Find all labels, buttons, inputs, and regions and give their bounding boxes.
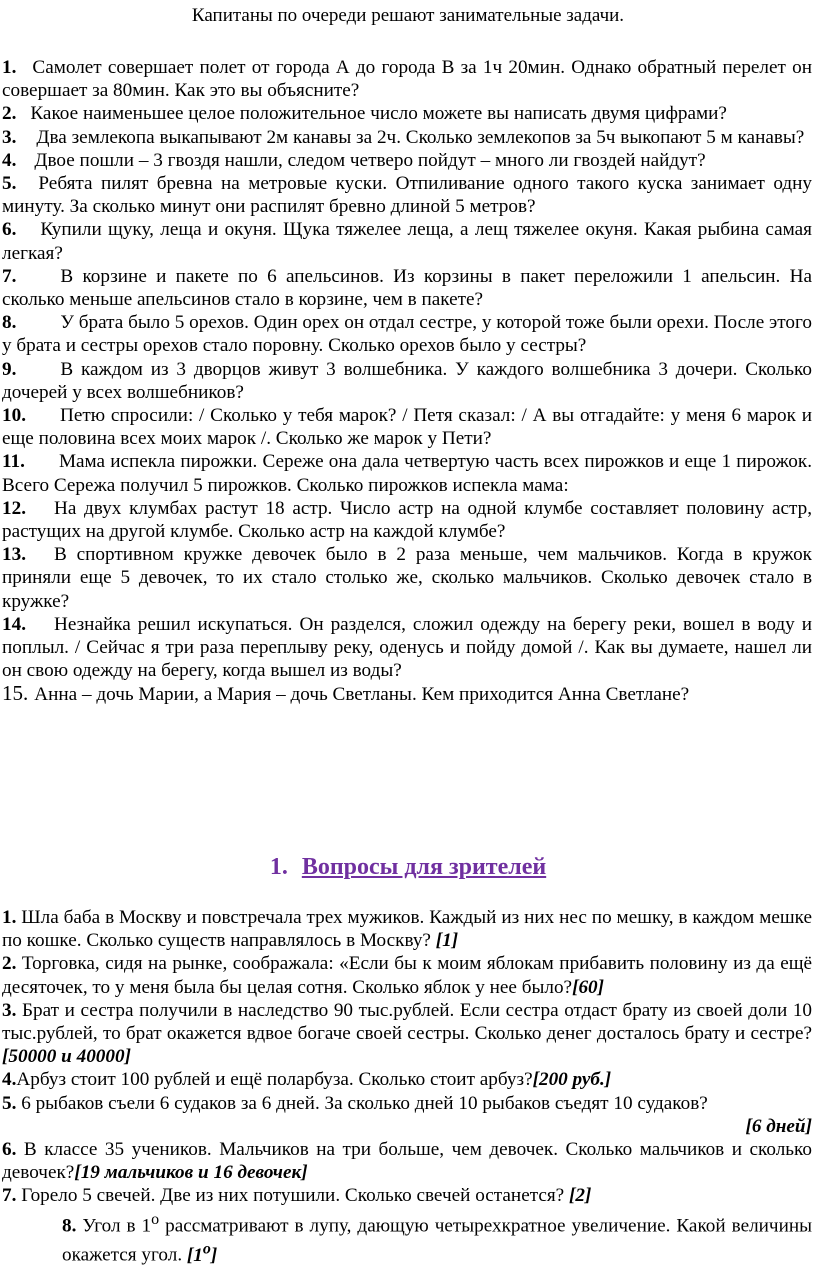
- problem-text: Какое наименьшее целое положительное число можете вы написать двумя цифрами?: [30, 103, 727, 125]
- problem-number: 6.: [2, 219, 17, 241]
- problem-number: 10.: [2, 405, 26, 427]
- problem-text: В каждом из 3 дворцов живут 3 волшебника. У каждого волшебника 3 дочери. Сколько дочерей у всех волшебников?: [2, 358, 812, 403]
- degree-mark: о: [151, 1210, 160, 1228]
- problem-text: Анна – дочь Марии, а Мария – дочь Светланы. Кем приходится Анна Светлане?: [34, 684, 690, 706]
- answer-degree: о: [202, 1240, 211, 1258]
- section-number: 1.: [269, 854, 288, 880]
- problem-number: 9.: [2, 358, 17, 380]
- problem-number: 8.: [2, 312, 17, 334]
- question-text: Шла баба в Москву и повстречала трех мужиков. Каждый из них нес по мешку, в каждом мешке по кошке. Сколько существ направлялось в Москву?: [2, 907, 812, 952]
- problem-text: Ребята пилят бревна на метровые куски. Отпиливание одного такого куска занимает одну минуту. За сколько минут они распилят бревно длиной 5 метров?: [2, 173, 812, 218]
- problem-item: [2, 56, 812, 102]
- problem-text: Двое пошли – 3 гвоздя нашли, следом четверо пойдут – много ли гвоздей найдут?: [34, 149, 706, 171]
- problem-item: [2, 497, 812, 543]
- problem-number: 7.: [2, 265, 17, 287]
- question-number: 3.: [2, 999, 17, 1021]
- problem-text: Два землекопа выкапывают 2м канавы за 2ч. Сколько землекопов за 5ч выкопают 5 м канавы?: [36, 126, 805, 148]
- problem-text: Петю спросили: / Сколько у тебя марок? / Петя сказал: / А вы отгадайте: у меня 6 марок и еще половина всех моих марок /. Сколько же марок у Пети?: [2, 405, 812, 450]
- problem-number: 11.: [2, 451, 25, 473]
- problem-number: 4.: [2, 149, 17, 171]
- question-answer: [2]: [568, 1185, 592, 1207]
- question-number: 5.: [2, 1092, 17, 1114]
- problem-number: 13.: [2, 544, 26, 566]
- problem-item: [2, 543, 812, 613]
- problem-item: [2, 613, 812, 683]
- question-number: 1.: [2, 907, 17, 928]
- question-number: 7.: [2, 1185, 17, 1207]
- question-text: 6 рыбаков съели 6 судаков за 6 дней. За сколько дней 10 рыбаков съедят 10 судаков?: [16, 1092, 708, 1114]
- question-text: Торговка, сидя на рынке, соображала: «Если бы к моим яблокам прибавить половину из да ещё десяточек, то у меня была бы целая сотня. Сколько яблок у нее было?: [2, 953, 812, 998]
- question-answer: [19 мальчиков и 16 девочек]: [74, 1162, 308, 1184]
- question-answer: [200 руб.]: [532, 1069, 612, 1091]
- page-title: Капитаны по очереди решают занимательные задачи.: [191, 5, 625, 26]
- viewer-question: [2, 1184, 812, 1207]
- problem-text: На двух клумбах растут 18 астр. Число астр на одной клумбе составляет половину астр, растущих на другой клумбе. Сколько астр на каждой клумбе?: [2, 497, 812, 543]
- problem-item: [2, 682, 812, 706]
- question-answer: [186, 1240, 218, 1266]
- problem-item: [2, 450, 812, 496]
- problem-item: [2, 311, 812, 357]
- question-text-cont: рассматривают в лупу, дающую четырехкратное увеличение. Какой величины окажется угол.: [62, 1215, 813, 1266]
- problem-item: [2, 265, 812, 311]
- problem-text: У брата было 5 орехов. Один орех он отдал сестре, у которой тоже были орехи. После этого у брата и сестры орехов стало поровну. Сколько орехов было у сестры?: [2, 312, 812, 357]
- question-answer: [6 дней]: [745, 1115, 812, 1137]
- problem-number: 15.: [2, 681, 29, 706]
- section-label: Вопросы для зрителей: [301, 854, 547, 880]
- question-text: В классе 35 учеников. Мальчиков на три больше, чем девочек. Сколько мальчиков и сколько девочек?: [2, 1139, 812, 1184]
- question-number: 2.: [2, 953, 17, 975]
- viewer-questions-list: [2, 906, 812, 1267]
- problem-item: [2, 404, 812, 450]
- problem-text: Купили щуку, леща и окуня. Щука тяжелее леща, а лещ тяжелее окуня. Какая рыбина самая легкая?: [2, 219, 812, 264]
- problem-item: [2, 102, 812, 125]
- section-heading: [0, 852, 816, 882]
- viewer-question: [2, 1208, 812, 1267]
- question-answer: [60]: [572, 976, 605, 998]
- problem-item: [2, 218, 812, 264]
- question-answer: [1]: [435, 930, 459, 952]
- problem-text: В корзине и пакете по 6 апельсинов. Из корзины в пакет переложили 1 апельсин. На сколько меньше апельсинов стало в корзине, чем в пакете?: [2, 265, 812, 311]
- question-text: Арбуз стоит 100 рублей и ещё поларбуза. Сколько стоит арбуз?: [16, 1069, 533, 1091]
- problem-number: 5.: [2, 173, 17, 195]
- problem-number: 3.: [2, 126, 17, 148]
- question-answer: [50000 и 40000]: [2, 1046, 131, 1068]
- question-text: Брат и сестра получили в наследство 90 тыс.рублей. Если сестра отдаст брату из своей доли 10 тыс.рублей, то брат окажется вдвое богаче своей сестры. Сколько денег досталось брату и сестре?: [2, 999, 813, 1045]
- answer-part: [1: [186, 1244, 203, 1266]
- viewer-question: [2, 952, 812, 998]
- problem-number: 12.: [2, 497, 26, 519]
- question-number: 4.: [2, 1069, 17, 1091]
- question-number: 6.: [2, 1139, 17, 1161]
- problems-list: [2, 56, 812, 707]
- problem-item: [2, 358, 812, 404]
- problem-number: 1.: [2, 57, 17, 78]
- viewer-question: [2, 999, 812, 1069]
- problem-item: [2, 149, 812, 172]
- problem-item: [2, 126, 812, 149]
- problem-item: [2, 172, 812, 218]
- viewer-question: [2, 906, 812, 952]
- problem-text: Самолет совершает полет от города А до города В за 1ч 20мин. Однако обратный перелет он совершает за 80мин. Как это вы объясните?: [2, 57, 812, 102]
- problem-number: 14.: [2, 613, 26, 635]
- viewer-question: [2, 1092, 812, 1115]
- question-number: 8.: [62, 1215, 77, 1237]
- problem-text: В спортивном кружке девочек было в 2 раза меньше, чем мальчиков. Когда в кружок приняли еще 5 девочек, то их стало столько же, сколько мальчиков. Сколько девочек стало в кружке?: [2, 544, 812, 612]
- viewer-answer-line: [2, 1115, 812, 1138]
- question-text: Угол в 1: [76, 1215, 152, 1237]
- viewer-question: [2, 1068, 812, 1091]
- problem-text: Мама испекла пирожки. Сереже она дала четвертую часть всех пирожков и еще 1 пирожок. Всего Сережа получил 5 пирожков. Сколько пирожков испекла мама:: [2, 451, 812, 496]
- viewer-question: [2, 1138, 812, 1184]
- problem-text: Незнайка решил искупаться. Он разделся, сложил одежду на берегу реки, вошел в воду и поплыл. / Сейчас я три раза переплыву реку, оденусь и пойду домой /. Как вы думаете, нашел ли он свою одежду на берегу, когда вышел из воды?: [2, 613, 812, 682]
- question-text: Горело 5 свечей. Две из них потушили. Сколько свечей останется?: [16, 1185, 569, 1207]
- problem-number: 2.: [2, 103, 17, 125]
- answer-close: ]: [210, 1244, 218, 1266]
